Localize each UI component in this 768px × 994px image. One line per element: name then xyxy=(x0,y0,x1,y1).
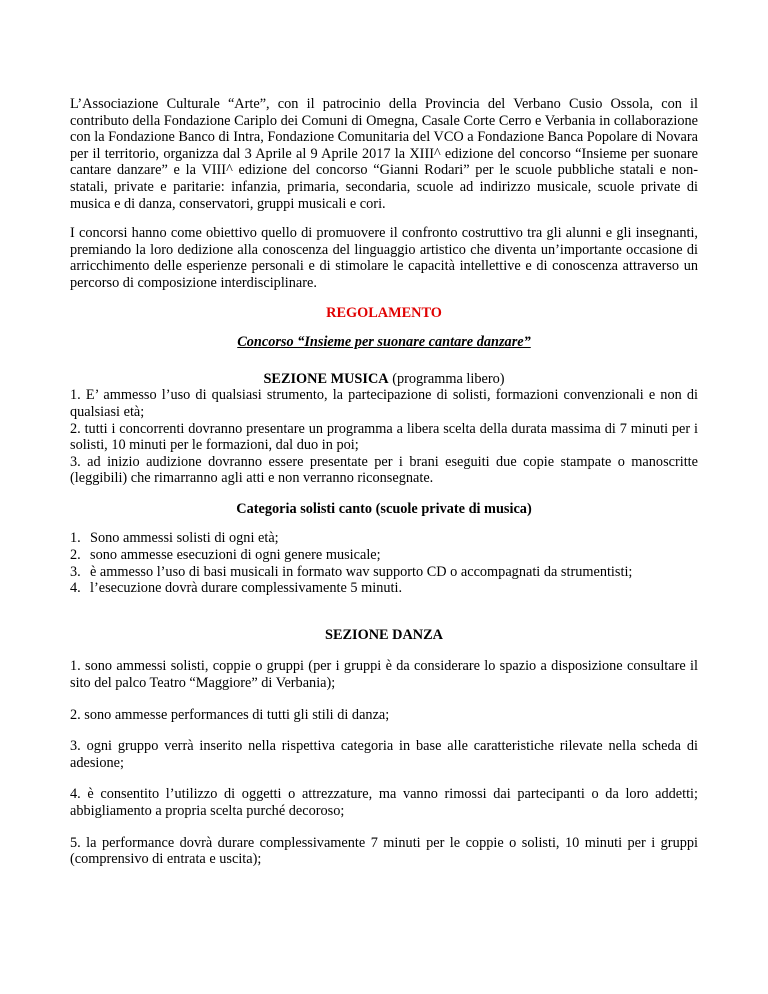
list-number: 1. xyxy=(70,530,81,547)
danza-rule-4: 4. è consentito l’utilizzo di oggetti o attrezzature, ma vanno rimossi dai partecipanti o da loro addetti; abbigliamento a propria scelta purché decoroso; xyxy=(70,786,698,819)
intro-paragraph-2: I concorsi hanno come obiettivo quello di promuovere il confronto costruttivo tra gli alunni e gli insegnanti, premiando la loro dedizione alla conoscenza del linguaggio artistico che diventa un’importante occasione di arricchimento delle esperienze personali e di stimolare le capacità intellettive e di conoscenza attraverso un percorso di composizione interdisciplinare. xyxy=(70,225,698,291)
list-item xyxy=(70,530,698,547)
regolamento-title: REGOLAMENTO xyxy=(326,304,442,321)
sezione-danza-title: SEZIONE DANZA xyxy=(325,626,443,643)
danza-rule-3: 3. ogni gruppo verrà inserito nella rispettiva categoria in base alle caratteristiche rilevate nella scheda di adesione; xyxy=(70,738,698,771)
musica-rule-1: 1. E’ ammesso l’uso di qualsiasi strumento, la partecipazione di solisti, formazioni convenzionali e non di qualsiasi età; xyxy=(70,387,698,420)
danza-rule-2: 2. sono ammesse performances di tutti gli stili di danza; xyxy=(70,706,390,723)
list-number: 2. xyxy=(70,547,81,564)
musica-rule-3: 3. ad inizio audizione dovranno essere presentate per i brani eseguiti due copie stampate o manoscritte (leggibili) che rimarranno agli atti e non verranno riconsegnate. xyxy=(70,453,698,487)
danza-rule-5: 5. la performance dovrà durare complessivamente 7 minuti per le coppie o solisti, 10 minuti per i gruppi (comprensivo di entrata e uscita); xyxy=(70,834,698,868)
list-item xyxy=(70,580,698,597)
intro-paragraph-1: L’Associazione Culturale “Arte”, con il patrocinio della Provincia del Verbano Cusio Ossola, con il contributo della Fondazione Cariplo dei Comuni di Omegna, Casale Corte Cerro e Verbania in collaborazione con la Fondazione Banco di Intra, Fondazione Comunitaria del VCO a Fondazione Banca Popolare di Novara per il territorio, organizza dal 3 Aprile al 9 Aprile 2017 la XIII^ edizione del concorso “Insieme per suonare cantare danzare” e la VIII^ edizione del concorso “Gianni Rodari” per le scuole pubbliche statali e non-statali, private e paritarie: infanzia, primaria, secondaria, scuole ad indirizzo musicale, scuole private di musica e di danza, conservatori, gruppi musicali e cori. xyxy=(70,96,698,212)
list-text: Sono ammessi solisti di ogni età; xyxy=(90,530,279,547)
categoria-canto-list xyxy=(70,530,698,596)
list-item xyxy=(70,547,698,564)
sezione-musica-heading xyxy=(70,371,698,388)
musica-rule-2: 2. tutti i concorrenti dovranno presentare un programma a libera scelta della durata massima di 7 minuti per i solisti, 10 minuti per le formazioni, dal duo in poi; xyxy=(70,420,698,454)
sezione-musica-subtitle: (programma libero) xyxy=(392,370,505,387)
contest-title: Concorso “Insieme per suonare cantare danzare” xyxy=(237,334,531,351)
list-number: 4. xyxy=(70,580,81,597)
sezione-musica-title: SEZIONE MUSICA xyxy=(263,370,389,387)
list-text: è ammesso l’uso di basi musicali in formato wav supporto CD o accompagnati da strumentisti; xyxy=(90,563,633,580)
list-text: l’esecuzione dovrà durare complessivamente 5 minuti. xyxy=(90,580,403,597)
categoria-canto-title: Categoria solisti canto (scuole private di musica) xyxy=(236,500,532,517)
list-item xyxy=(70,564,698,581)
danza-rule-1: 1. sono ammessi solisti, coppie o gruppi (per i gruppi è da considerare lo spazio a disposizione consultare il sito del palco Teatro “Maggiore” di Verbania); xyxy=(70,658,698,692)
list-number: 3. xyxy=(70,563,81,580)
list-text: sono ammesse esecuzioni di ogni genere musicale; xyxy=(90,547,381,564)
